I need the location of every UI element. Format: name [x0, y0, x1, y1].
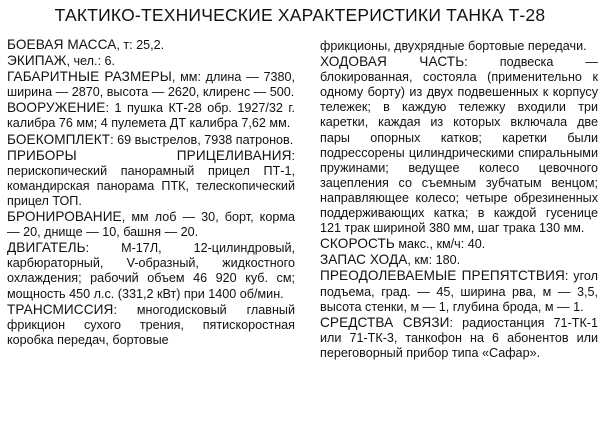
spec-text: : многодисковый главный фрикцион сухого трения, пятискоростная коробка передач, бортовые — [7, 302, 295, 347]
spec-text: : 69 выстрелов, 7938 патронов. — [110, 132, 294, 147]
spec-text: , км: 180. — [407, 253, 461, 268]
page-title: ТАКТИКО-ТЕХНИЧЕСКИЕ ХАРАКТЕРИСТИКИ ТАНКА Т-28 — [54, 5, 546, 25]
spec-text: : перископический панорамный прицел ПТ-1, командирская панорама ПТК, телескопический прицел ТОП. — [7, 148, 295, 208]
spec-heading: ГАБАРИТНЫЕ РАЗМЕРЫ — [7, 69, 172, 85]
spec-text: , т: 25,2. — [116, 38, 165, 52]
spec-text: , мм лоб — 30, борт, корма — 20, днище — 10, башня — 20. — [7, 210, 295, 240]
spec-text: : угол подъема, град. — 45, ширина рва, м — 3,5, высота стенки, м — 1, глубина брода, м — 1. — [320, 269, 598, 314]
spec-heading: БОЕВАЯ МАССА — [7, 37, 117, 52]
spec-obstacles — [320, 268, 598, 314]
spec-heading: СКОРОСТЬ — [320, 236, 395, 252]
spec-text: : подвеска — блокированная, состояла (применительно к одному борту) из двух подвешенных к корпусу тележек; в каждую тележку входили три каретки, каждая из которых включала две пары опорных катков; каретки были подрессорены цилиндрическими спиральными пружинами; ведущее колесо цевочного зацепления со съемным зубчатым венцом; направляющее колесо; четыре обрезиненных поддерживающих катка; в каждой гусенице 121 трак шириной 380 мм, шаг трака 130 мм. — [320, 55, 598, 236]
spec-text: , мм: длина — 7380, ширина — 2870, высота — 2620, клиренс — 500. — [7, 70, 295, 100]
left-column — [7, 37, 295, 348]
spec-crew — [7, 53, 295, 69]
spec-combat-weight — [7, 37, 295, 53]
spec-armor — [7, 209, 295, 240]
spec-heading: БОЕКОМПЛЕКТ — [7, 131, 111, 147]
spec-heading: ВООРУЖЕНИЕ — [7, 100, 106, 116]
spec-heading: ПРИБОРЫ ПРИЦЕЛИВАНИЯ — [7, 147, 292, 163]
spec-heading: ЗАПАС ХОДА — [320, 252, 408, 268]
spec-heading: ДВИГАТЕЛЬ — [7, 240, 86, 256]
spec-running-gear — [320, 54, 598, 236]
spec-heading: ХОДОВАЯ ЧАСТЬ — [320, 54, 465, 70]
spec-heading: ПРЕОДОЛЕВАЕМЫЕ ПРЕПЯТСТВИЯ — [320, 268, 565, 284]
spec-transmission-continued — [320, 38, 598, 54]
spec-ammunition — [7, 132, 295, 148]
spec-armament — [7, 100, 295, 131]
spec-heading: ЭКИПАЖ — [7, 53, 67, 69]
spec-sights — [7, 148, 295, 209]
spec-text: , чел.: 6. — [66, 54, 115, 69]
spec-speed — [320, 236, 598, 252]
spec-communications — [320, 315, 598, 361]
spec-text: : радиостанция 71-ТК-1 или 71-ТК-3, танкофон на 6 абонентов или переговорный прибор типа «Сафар». — [320, 315, 598, 360]
spec-range — [320, 252, 598, 268]
right-column — [320, 38, 598, 361]
spec-transmission — [7, 302, 295, 348]
spec-heading: ТРАНСМИССИЯ — [7, 301, 114, 317]
spec-text: : М-17Л, 12-цилиндровый, карбюраторный, V-образный, жидкостного охлаждения; рабочий объем 46 920 куб. см; мощность 450 л.с. (331,2 кВт) при 1400 об/мин. — [7, 241, 295, 301]
spec-dimensions — [7, 69, 295, 100]
spec-text: макс., км/ч: 40. — [394, 237, 486, 252]
spec-engine — [7, 240, 295, 301]
spec-heading: БРОНИРОВАНИЕ — [7, 209, 122, 225]
spec-text: фрикционы, двухрядные бортовые передачи. — [320, 39, 587, 53]
spec-heading: СРЕДСТВА СВЯЗИ — [320, 314, 450, 330]
spec-text: : 1 пушка КТ-28 обр. 1927/32 г. калибра 76 мм; 4 пулемета ДТ калибра 7,62 мм. — [7, 101, 295, 131]
